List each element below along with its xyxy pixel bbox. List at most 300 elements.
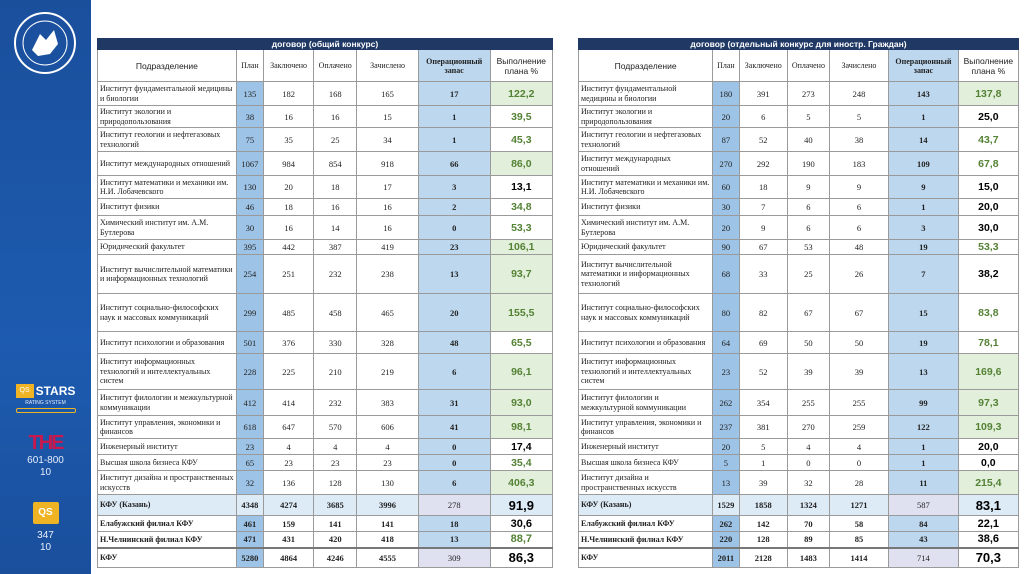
department-name: Юридический факультет <box>579 240 713 255</box>
plan-completion-cell: 43,7 <box>958 128 1018 152</box>
contracted-cell: 225 <box>264 354 314 390</box>
column-header: Заключено <box>264 50 314 82</box>
table-row <box>579 199 1019 216</box>
operational-reserve-cell: 714 <box>889 548 959 568</box>
plan-cell: 32 <box>236 471 263 495</box>
paid-cell: 4246 <box>314 548 357 568</box>
department-name: Институт социально-философских наук и массовых коммуникаций <box>98 294 237 332</box>
plan-completion-cell: 0,0 <box>958 455 1018 471</box>
plan-cell: 5 <box>713 455 739 471</box>
paid-cell: 387 <box>314 240 357 255</box>
operational-reserve-cell: 0 <box>418 216 490 240</box>
contracted-cell: 82 <box>739 294 787 332</box>
enrolled-cell: 0 <box>829 455 888 471</box>
paid-cell: 4 <box>787 439 829 455</box>
plan-cell: 262 <box>713 390 739 416</box>
qs-stars-badge <box>0 382 91 413</box>
stars-sub: RATING SYSTEM <box>25 400 66 406</box>
column-header: План <box>236 50 263 82</box>
plan-cell: 5280 <box>236 548 263 568</box>
paid-cell: 67 <box>787 294 829 332</box>
plan-completion-cell: 215,4 <box>958 471 1018 495</box>
table-row <box>579 390 1019 416</box>
operational-reserve-cell: 1 <box>418 128 490 152</box>
paid-cell: 25 <box>314 128 357 152</box>
department-name: Елабужский филиал КФУ <box>98 516 237 532</box>
enrolled-cell: 15 <box>357 106 418 128</box>
contracted-cell: 381 <box>739 416 787 439</box>
operational-reserve-cell: 587 <box>889 495 959 516</box>
operational-reserve-cell: 143 <box>889 82 959 106</box>
plan-completion-cell: 13,1 <box>490 176 552 199</box>
plan-cell: 228 <box>236 354 263 390</box>
department-name: Институт психологии и образования <box>579 332 713 354</box>
plan-cell: 395 <box>236 240 263 255</box>
department-name: Институт информационных технологий и интеллектуальных систем <box>98 354 237 390</box>
department-name: Н.Челнинский филиал КФУ <box>98 532 237 548</box>
operational-reserve-cell: 278 <box>418 495 490 516</box>
table-row <box>579 455 1019 471</box>
plan-completion-cell: 86,0 <box>490 152 552 176</box>
table-row <box>98 294 553 332</box>
enrolled-cell: 16 <box>357 216 418 240</box>
table-row <box>98 240 553 255</box>
contracted-cell: 69 <box>739 332 787 354</box>
plan-completion-cell: 86,3 <box>490 548 552 568</box>
plan-completion-cell: 34,8 <box>490 199 552 216</box>
foreign-contest-table <box>578 38 1019 568</box>
operational-reserve-cell: 23 <box>418 240 490 255</box>
plan-completion-cell: 169,6 <box>958 354 1018 390</box>
plan-completion-cell: 78,1 <box>958 332 1018 354</box>
enrolled-cell: 130 <box>357 471 418 495</box>
department-name: КФУ (Казань) <box>579 495 713 516</box>
column-header: Подразделение <box>98 50 237 82</box>
contracted-cell: 52 <box>739 128 787 152</box>
qs-badge <box>0 502 91 554</box>
plan-completion-cell: 106,1 <box>490 240 552 255</box>
stars-rating-bar <box>16 408 76 413</box>
department-name: Институт международных отношений <box>98 152 237 176</box>
enrolled-cell: 255 <box>829 390 888 416</box>
contracted-cell: 5 <box>739 439 787 455</box>
plan-completion-cell: 25,0 <box>958 106 1018 128</box>
contracted-cell: 67 <box>739 240 787 255</box>
table-row <box>579 106 1019 128</box>
plan-completion-cell: 22,1 <box>958 516 1018 532</box>
table-row <box>579 255 1019 294</box>
enrolled-cell: 26 <box>829 255 888 294</box>
table-row <box>98 471 553 495</box>
plan-cell: 80 <box>713 294 739 332</box>
plan-cell: 262 <box>713 516 739 532</box>
table-row <box>579 548 1019 568</box>
contracted-cell: 35 <box>264 128 314 152</box>
department-name: Институт филологии и межкультурной коммуникации <box>579 390 713 416</box>
plan-completion-cell: 65,5 <box>490 332 552 354</box>
contracted-cell: 4274 <box>264 495 314 516</box>
contracted-cell: 136 <box>264 471 314 495</box>
operational-reserve-cell: 17 <box>418 82 490 106</box>
plan-completion-cell: 93,7 <box>490 255 552 294</box>
contracted-cell: 9 <box>739 216 787 240</box>
operational-reserve-cell: 3 <box>418 176 490 199</box>
department-name: Институт управления, экономики и финансов <box>579 416 713 439</box>
department-name: Институт экологии и природопользования <box>98 106 237 128</box>
operational-reserve-cell: 99 <box>889 390 959 416</box>
department-name: Высшая школа бизнеса КФУ <box>579 455 713 471</box>
qs-rank-sub: 10 <box>39 542 52 553</box>
plan-cell: 254 <box>236 255 263 294</box>
enrolled-cell: 465 <box>357 294 418 332</box>
department-name: Химический институт им. А.М. Бутлерова <box>579 216 713 240</box>
operational-reserve-cell: 19 <box>889 332 959 354</box>
enrolled-cell: 419 <box>357 240 418 255</box>
column-header: Подразделение <box>579 50 713 82</box>
paid-cell: 854 <box>314 152 357 176</box>
enrolled-cell: 4 <box>829 439 888 455</box>
enrolled-cell: 39 <box>829 354 888 390</box>
plan-cell: 270 <box>713 152 739 176</box>
column-header: Оплачено <box>314 50 357 82</box>
contracted-cell: 39 <box>739 471 787 495</box>
paid-cell: 330 <box>314 332 357 354</box>
table-row <box>98 199 553 216</box>
plan-completion-cell: 30,6 <box>490 516 552 532</box>
operational-reserve-cell: 7 <box>889 255 959 294</box>
department-name: Институт математики и механики им. Н.И. Лобачевского <box>579 176 713 199</box>
paid-cell: 25 <box>787 255 829 294</box>
department-name: Институт физики <box>98 199 237 216</box>
column-header: Оплачено <box>787 50 829 82</box>
department-name: Институт фундаментальной медицины и биологии <box>579 82 713 106</box>
plan-cell: 20 <box>713 439 739 455</box>
department-name: Институт информационных технологий и интеллектуальных систем <box>579 354 713 390</box>
enrolled-cell: 6 <box>829 216 888 240</box>
enrolled-cell: 4 <box>357 439 418 455</box>
enrolled-cell: 16 <box>357 199 418 216</box>
table-row <box>579 152 1019 176</box>
plan-cell: 1067 <box>236 152 263 176</box>
operational-reserve-cell: 1 <box>889 439 959 455</box>
operational-reserve-cell: 18 <box>418 516 490 532</box>
paid-cell: 5 <box>787 106 829 128</box>
paid-cell: 1324 <box>787 495 829 516</box>
contracted-cell: 128 <box>739 532 787 548</box>
table-row <box>579 216 1019 240</box>
enrolled-cell: 38 <box>829 128 888 152</box>
operational-reserve-cell: 48 <box>418 332 490 354</box>
plan-cell: 299 <box>236 294 263 332</box>
table-row <box>579 240 1019 255</box>
contracted-cell: 376 <box>264 332 314 354</box>
department-name: Институт психологии и образования <box>98 332 237 354</box>
paid-cell: 458 <box>314 294 357 332</box>
operational-reserve-cell: 11 <box>889 471 959 495</box>
plan-completion-cell: 109,3 <box>958 416 1018 439</box>
operational-reserve-cell: 13 <box>418 255 490 294</box>
enrolled-cell: 4555 <box>357 548 418 568</box>
the-badge <box>0 432 91 479</box>
column-header: Заключено <box>739 50 787 82</box>
table-row <box>98 82 553 106</box>
plan-cell: 412 <box>236 390 263 416</box>
department-name: Н.Челнинский филиал КФУ <box>579 532 713 548</box>
plan-completion-cell: 38,2 <box>958 255 1018 294</box>
table-row <box>98 455 553 471</box>
enrolled-cell: 328 <box>357 332 418 354</box>
enrolled-cell: 141 <box>357 516 418 532</box>
table-row <box>579 532 1019 548</box>
contracted-cell: 414 <box>264 390 314 416</box>
column-header: Операционный запас <box>889 50 959 82</box>
operational-reserve-cell: 19 <box>889 240 959 255</box>
table-row <box>98 532 553 548</box>
plan-cell: 90 <box>713 240 739 255</box>
plan-completion-cell: 20,0 <box>958 439 1018 455</box>
table-row <box>98 332 553 354</box>
operational-reserve-cell: 9 <box>889 176 959 199</box>
contracted-cell: 16 <box>264 106 314 128</box>
operational-reserve-cell: 0 <box>418 439 490 455</box>
paid-cell: 210 <box>314 354 357 390</box>
table-title: договор (общий конкурс) <box>98 39 553 50</box>
the-logo: THE <box>28 432 63 454</box>
paid-cell: 14 <box>314 216 357 240</box>
department-name: Юридический факультет <box>98 240 237 255</box>
table-row <box>98 106 553 128</box>
department-name: Институт управления, экономики и финансов <box>98 416 237 439</box>
department-name: Инженерный институт <box>98 439 237 455</box>
paid-cell: 190 <box>787 152 829 176</box>
plan-cell: 461 <box>236 516 263 532</box>
enrolled-cell: 383 <box>357 390 418 416</box>
department-name: Институт социально-философских наук и массовых коммуникаций <box>579 294 713 332</box>
paid-cell: 53 <box>787 240 829 255</box>
paid-cell: 255 <box>787 390 829 416</box>
enrolled-cell: 165 <box>357 82 418 106</box>
plan-cell: 20 <box>713 216 739 240</box>
paid-cell: 168 <box>314 82 357 106</box>
operational-reserve-cell: 1 <box>889 106 959 128</box>
plan-cell: 65 <box>236 455 263 471</box>
contracted-cell: 485 <box>264 294 314 332</box>
contracted-cell: 52 <box>739 354 787 390</box>
operational-reserve-cell: 14 <box>889 128 959 152</box>
general-contest-table <box>97 38 553 568</box>
department-name: Институт международных отношений <box>579 152 713 176</box>
department-name: Институт вычислительной математики и информационных технологий <box>98 255 237 294</box>
plan-cell: 2011 <box>713 548 739 568</box>
enrolled-cell: 259 <box>829 416 888 439</box>
table-row <box>98 354 553 390</box>
contracted-cell: 23 <box>264 455 314 471</box>
enrolled-cell: 183 <box>829 152 888 176</box>
plan-completion-cell: 45,3 <box>490 128 552 152</box>
paid-cell: 0 <box>787 455 829 471</box>
table-row <box>579 416 1019 439</box>
plan-cell: 30 <box>236 216 263 240</box>
paid-cell: 1483 <box>787 548 829 568</box>
plan-completion-cell: 83,1 <box>958 495 1018 516</box>
operational-reserve-cell: 31 <box>418 390 490 416</box>
plan-cell: 23 <box>236 439 263 455</box>
department-name: Институт математики и механики им. Н.И. Лобачевского <box>98 176 237 199</box>
table-row <box>98 416 553 439</box>
department-name: Институт физики <box>579 199 713 216</box>
plan-completion-cell: 70,3 <box>958 548 1018 568</box>
contracted-cell: 391 <box>739 82 787 106</box>
plan-cell: 64 <box>713 332 739 354</box>
contracted-cell: 292 <box>739 152 787 176</box>
plan-completion-cell: 91,9 <box>490 495 552 516</box>
plan-completion-cell: 83,8 <box>958 294 1018 332</box>
enrolled-cell: 606 <box>357 416 418 439</box>
enrolled-cell: 238 <box>357 255 418 294</box>
enrolled-cell: 67 <box>829 294 888 332</box>
contracted-cell: 4864 <box>264 548 314 568</box>
contracted-cell: 431 <box>264 532 314 548</box>
paid-cell: 232 <box>314 390 357 416</box>
enrolled-cell: 17 <box>357 176 418 199</box>
plan-completion-cell: 88,7 <box>490 532 552 548</box>
enrolled-cell: 248 <box>829 82 888 106</box>
table-row <box>579 332 1019 354</box>
enrolled-cell: 3996 <box>357 495 418 516</box>
contracted-cell: 647 <box>264 416 314 439</box>
table-row <box>98 439 553 455</box>
department-name: Институт экологии и природопользования <box>579 106 713 128</box>
operational-reserve-cell: 84 <box>889 516 959 532</box>
paid-cell: 128 <box>314 471 357 495</box>
table-row <box>579 439 1019 455</box>
enrolled-cell: 23 <box>357 455 418 471</box>
contracted-cell: 20 <box>264 176 314 199</box>
paid-cell: 18 <box>314 176 357 199</box>
plan-cell: 46 <box>236 199 263 216</box>
plan-completion-cell: 406,3 <box>490 471 552 495</box>
qs-logo: QS <box>16 384 34 398</box>
qs-logo-2: QS <box>33 502 59 524</box>
plan-completion-cell: 35,4 <box>490 455 552 471</box>
the-rank: 601-800 <box>27 455 64 466</box>
contracted-cell: 159 <box>264 516 314 532</box>
paid-cell: 32 <box>787 471 829 495</box>
paid-cell: 40 <box>787 128 829 152</box>
paid-cell: 420 <box>314 532 357 548</box>
paid-cell: 141 <box>314 516 357 532</box>
enrolled-cell: 48 <box>829 240 888 255</box>
department-name: Институт геологии и нефтегазовых технологий <box>98 128 237 152</box>
operational-reserve-cell: 1 <box>889 455 959 471</box>
plan-completion-cell: 98,1 <box>490 416 552 439</box>
operational-reserve-cell: 3 <box>889 216 959 240</box>
plan-cell: 75 <box>236 128 263 152</box>
plan-cell: 1529 <box>713 495 739 516</box>
contracted-cell: 18 <box>264 199 314 216</box>
paid-cell: 89 <box>787 532 829 548</box>
plan-cell: 501 <box>236 332 263 354</box>
plan-completion-cell: 39,5 <box>490 106 552 128</box>
table-title: договор (отдельный конкурс для иностр. Граждан) <box>579 39 1019 50</box>
department-name: Инженерный институт <box>579 439 713 455</box>
contracted-cell: 4 <box>264 439 314 455</box>
enrolled-cell: 219 <box>357 354 418 390</box>
plan-completion-cell: 93,0 <box>490 390 552 416</box>
paid-cell: 4 <box>314 439 357 455</box>
department-name: КФУ (Казань) <box>98 495 237 516</box>
operational-reserve-cell: 13 <box>418 532 490 548</box>
contracted-cell: 1858 <box>739 495 787 516</box>
plan-completion-cell: 137,8 <box>958 82 1018 106</box>
contracted-cell: 142 <box>739 516 787 532</box>
operational-reserve-cell: 20 <box>418 294 490 332</box>
department-name: Елабужский филиал КФУ <box>579 516 713 532</box>
column-header: Выполнение плана % <box>490 50 552 82</box>
contracted-cell: 182 <box>264 82 314 106</box>
the-rank-sub: 10 <box>39 467 52 478</box>
operational-reserve-cell: 1 <box>418 106 490 128</box>
plan-completion-cell: 38,6 <box>958 532 1018 548</box>
table-row <box>579 495 1019 516</box>
operational-reserve-cell: 309 <box>418 548 490 568</box>
table-row <box>579 128 1019 152</box>
enrolled-cell: 1271 <box>829 495 888 516</box>
paid-cell: 273 <box>787 82 829 106</box>
contracted-cell: 984 <box>264 152 314 176</box>
operational-reserve-cell: 109 <box>889 152 959 176</box>
enrolled-cell: 28 <box>829 471 888 495</box>
contracted-cell: 2128 <box>739 548 787 568</box>
plan-cell: 23 <box>713 354 739 390</box>
plan-completion-cell: 97,3 <box>958 390 1018 416</box>
column-header: Зачислено <box>829 50 888 82</box>
paid-cell: 16 <box>314 106 357 128</box>
contracted-cell: 1 <box>739 455 787 471</box>
paid-cell: 270 <box>787 416 829 439</box>
table-row <box>98 255 553 294</box>
plan-completion-cell: 53,3 <box>490 216 552 240</box>
plan-completion-cell: 67,8 <box>958 152 1018 176</box>
operational-reserve-cell: 66 <box>418 152 490 176</box>
department-name: Институт дизайна и пространственных искусств <box>579 471 713 495</box>
operational-reserve-cell: 41 <box>418 416 490 439</box>
column-header: Выполнение плана % <box>958 50 1018 82</box>
enrolled-cell: 58 <box>829 516 888 532</box>
operational-reserve-cell: 6 <box>418 471 490 495</box>
contracted-cell: 33 <box>739 255 787 294</box>
plan-completion-cell: 155,5 <box>490 294 552 332</box>
plan-cell: 618 <box>236 416 263 439</box>
paid-cell: 6 <box>787 216 829 240</box>
plan-completion-cell: 53,3 <box>958 240 1018 255</box>
contracted-cell: 442 <box>264 240 314 255</box>
paid-cell: 39 <box>787 354 829 390</box>
plan-cell: 130 <box>236 176 263 199</box>
enrolled-cell: 918 <box>357 152 418 176</box>
plan-cell: 4348 <box>236 495 263 516</box>
table-row <box>98 152 553 176</box>
department-name: Институт геологии и нефтегазовых технологий <box>579 128 713 152</box>
enrolled-cell: 50 <box>829 332 888 354</box>
table-row <box>98 128 553 152</box>
operational-reserve-cell: 1 <box>889 199 959 216</box>
plan-cell: 471 <box>236 532 263 548</box>
plan-cell: 38 <box>236 106 263 128</box>
table-row <box>579 82 1019 106</box>
operational-reserve-cell: 2 <box>418 199 490 216</box>
plan-completion-cell: 30,0 <box>958 216 1018 240</box>
